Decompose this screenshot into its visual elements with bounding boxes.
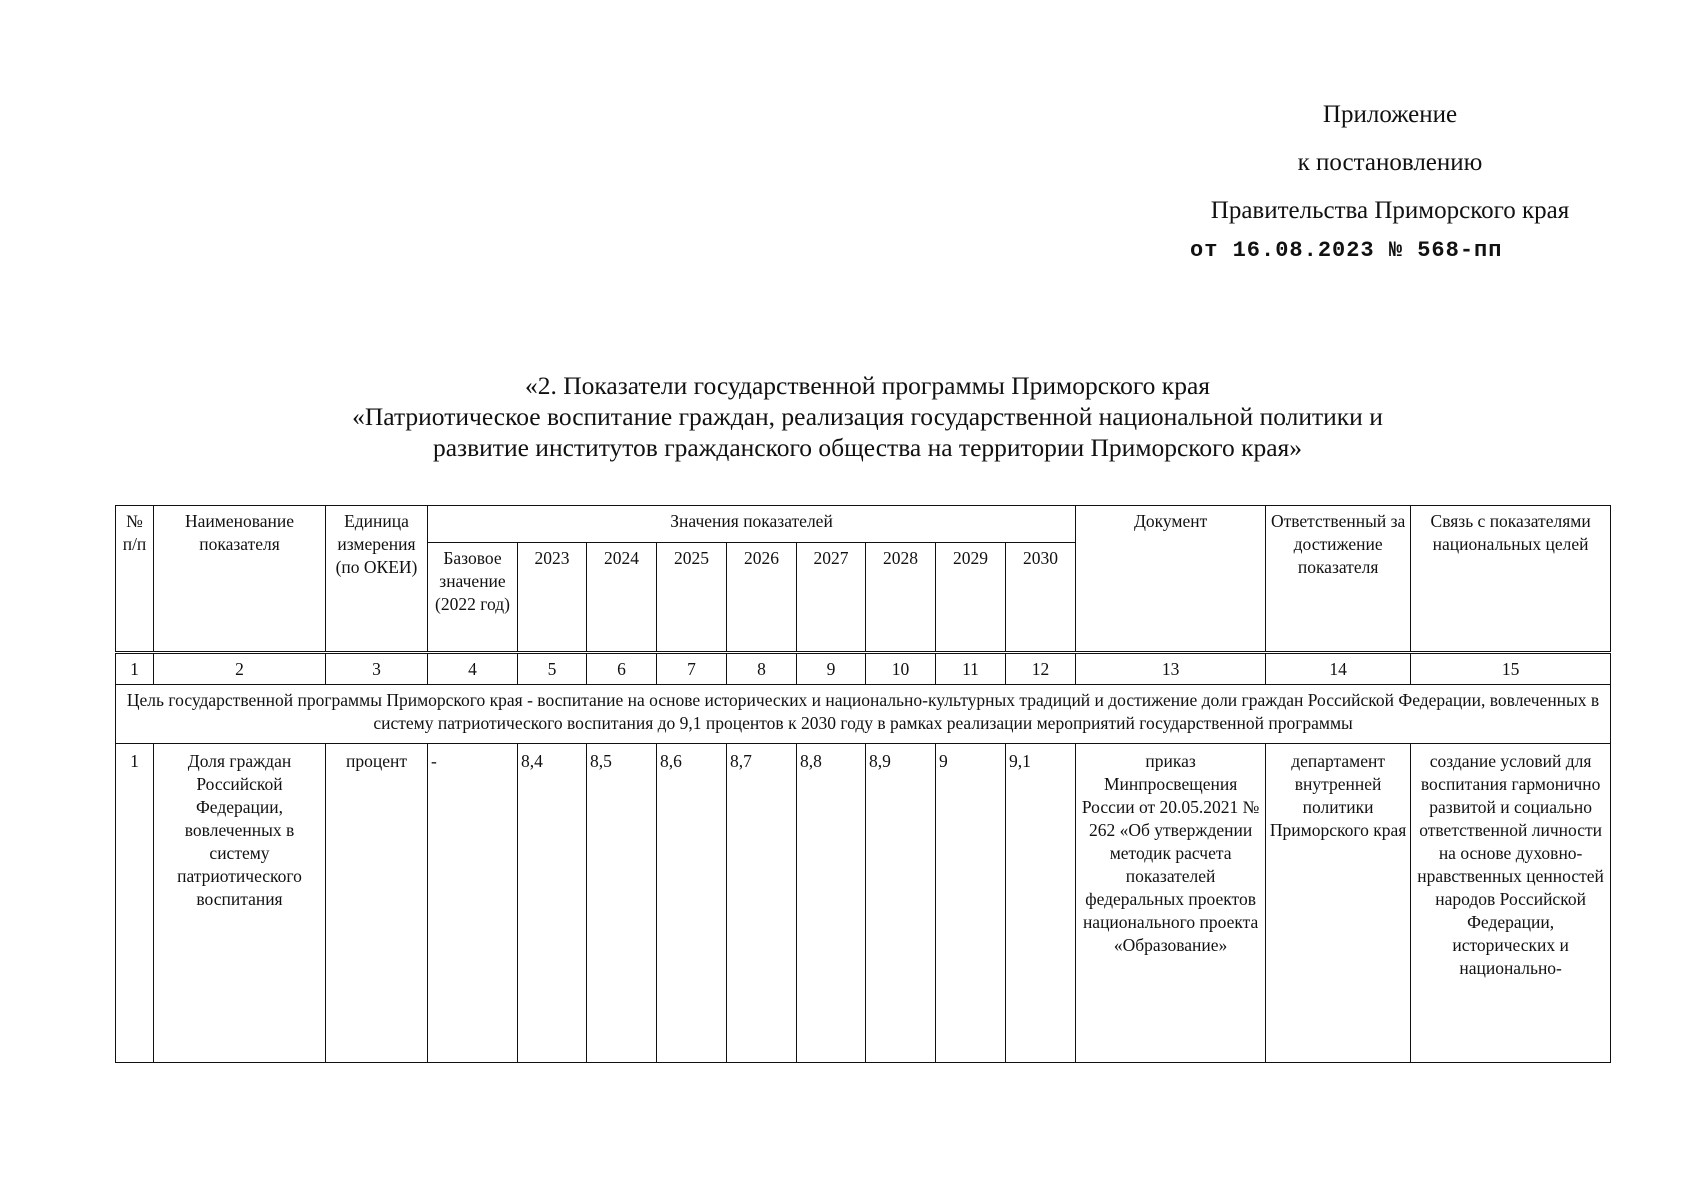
header-year: 2023 — [518, 543, 587, 653]
year-value: 8,5 — [587, 744, 657, 1063]
column-number: 1 — [116, 653, 154, 685]
title-line-2: «Патриотическое воспитание граждан, реализация государственной национальной политики и — [352, 402, 1383, 431]
header-link: Связь с показателями национальных целей — [1411, 506, 1611, 653]
source-document: приказ Минпросвещения России от 20.05.2021 № 262 «Об утверждении методик расчета показателей федеральных проектов национального проекта «Образование» — [1076, 744, 1266, 1063]
document-title — [200, 370, 1535, 463]
header-year: 2029 — [936, 543, 1006, 653]
column-number: 14 — [1266, 653, 1411, 685]
column-number: 13 — [1076, 653, 1266, 685]
table-row — [116, 744, 1611, 1063]
column-number: 5 — [518, 653, 587, 685]
responsible-body: департамент внутренней политики Приморского края — [1266, 744, 1411, 1063]
column-number: 4 — [428, 653, 518, 685]
year-value: 8,7 — [727, 744, 797, 1063]
national-goal-link: создание условий для воспитания гармонично развитой и социально ответственной личности на основе духовно-нравственных ценностей народов Российской Федерации, исторических и национально- — [1411, 744, 1611, 1063]
header-row-1 — [116, 506, 1611, 543]
column-number: 15 — [1411, 653, 1611, 685]
header-year: 2026 — [727, 543, 797, 653]
registration-stamp: от 16.08.2023 № 568-пп — [1190, 238, 1503, 263]
column-number: 9 — [797, 653, 866, 685]
header-year: 2024 — [587, 543, 657, 653]
column-number: 12 — [1006, 653, 1076, 685]
indicators-table — [115, 505, 1611, 1063]
header-year: 2028 — [866, 543, 936, 653]
appendix-line-2: к постановлению — [1297, 149, 1483, 176]
indicator-name: Доля граждан Российской Федерации, вовлеченных в систему патриотического воспитания — [154, 744, 326, 1063]
column-number: 6 — [587, 653, 657, 685]
title-line-1: «2. Показатели государственной программы Приморского края — [525, 371, 1210, 400]
header-year: 2030 — [1006, 543, 1076, 653]
year-value: 8,6 — [657, 744, 727, 1063]
year-value: 8,8 — [797, 744, 866, 1063]
indicator-unit: процент — [326, 744, 428, 1063]
header-year: 2025 — [657, 543, 727, 653]
header-document: Документ — [1076, 506, 1266, 653]
header-responsible: Ответственный за достижение показателя — [1266, 506, 1411, 653]
year-value: 9 — [936, 744, 1006, 1063]
column-number: 11 — [936, 653, 1006, 685]
header-base: Базовое значение (2022 год) — [428, 543, 518, 653]
row-num: 1 — [116, 744, 154, 1063]
column-number: 3 — [326, 653, 428, 685]
column-numbers-row — [116, 653, 1611, 685]
program-goal: Цель государственной программы Приморского края - воспитание на основе исторических и национально-культурных традиций и достижение доли граждан Российской Федерации, вовлеченных в систему патриотического воспитания до 9,1 процентов к 2030 году в рамках реализации мероприятий государственной программы — [116, 685, 1611, 744]
year-value: 8,4 — [518, 744, 587, 1063]
header-num: № п/п — [116, 506, 154, 653]
appendix-line-3: Правительства Приморского края — [1210, 197, 1570, 224]
title-line-3: развитие институтов гражданского общества на территории Приморского края» — [432, 433, 1303, 462]
header-year: 2027 — [797, 543, 866, 653]
header-name: Наименование показателя — [154, 506, 326, 653]
header-unit: Единица измерения (по ОКЕИ) — [326, 506, 428, 653]
year-value: 8,9 — [866, 744, 936, 1063]
column-number: 7 — [657, 653, 727, 685]
base-value: - — [428, 744, 518, 1063]
goal-row — [116, 685, 1611, 744]
appendix-block — [1140, 100, 1640, 226]
year-value: 9,1 — [1006, 744, 1076, 1063]
column-number: 8 — [727, 653, 797, 685]
column-number: 10 — [866, 653, 936, 685]
column-number: 2 — [154, 653, 326, 685]
appendix-line-1: Приложение — [1322, 101, 1458, 128]
header-values-group: Значения показателей — [428, 506, 1076, 543]
